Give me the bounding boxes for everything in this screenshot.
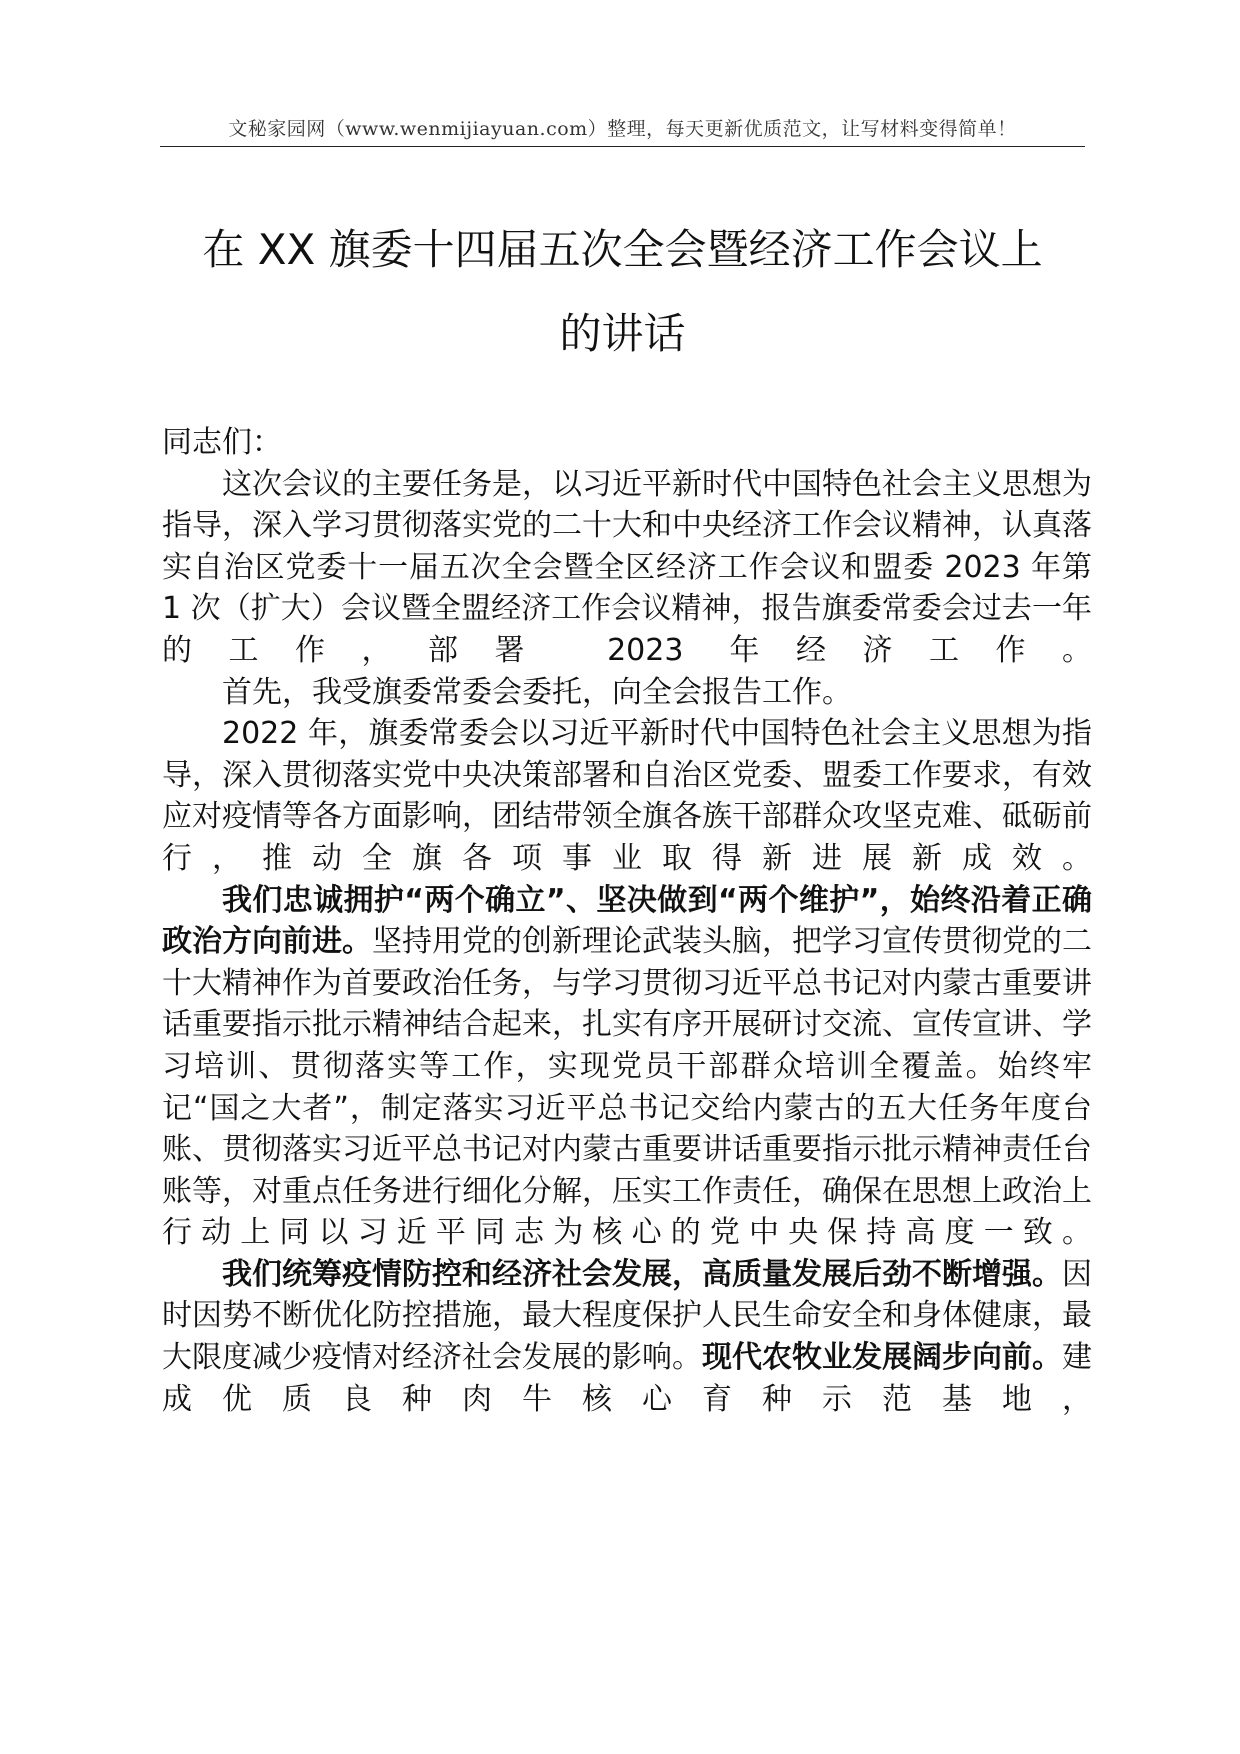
paragraph	[162, 1254, 1092, 1420]
paragraph-text: 首先，我受旗委常委会委托，向全会报告工作。	[222, 674, 852, 710]
paragraph-text: 这次会议的主要任务是，以习近平新时代中国特色社会主义思想为指导，深入学习贯彻落实党的二十大和中央经济工作会议精神，认真落实自治区党委十一届五次全会暨全区经济工作会议和盟委 2023 年第 1 次（扩大）会议暨全盟经济工作会议精神，报告旗委常委会过去一年的工作，部署 2023 年经济工作。	[162, 466, 1092, 668]
page-header: 文秘家园网（www.wenmijiayuan.com）整理，每天更新优质范文，让写材料变得简单！	[228, 118, 1017, 140]
paragraph-text: 因时因势不断优化防控措施，最大程度保护人民生命安全和身体健康，最大限度减少疫情对经济社会发展的影响。	[162, 1256, 1092, 1376]
paragraph	[162, 672, 1092, 714]
paragraph-text: 建成优质良种肉牛核心育种示范基地，	[162, 1340, 1092, 1417]
section-heading: 我们统筹疫情防控和经济社会发展，高质量发展后劲不断增强。	[222, 1256, 1062, 1292]
salutation: 同志们：	[162, 425, 282, 460]
paragraph	[162, 464, 1092, 672]
title-line-2: 的讲话	[559, 309, 686, 358]
paragraph	[162, 880, 1092, 1254]
paragraph-text: 2022 年，旗委常委会以习近平新时代中国特色社会主义思想为指导，深入贯彻落实党中央决策部署和自治区党委、盟委工作要求，有效应对疫情等各方面影响，团结带领全旗各族干部群众攻坚克难、砥砺前行，推动全旗各项事业取得新进展新成效。	[162, 716, 1092, 876]
document-body	[162, 422, 1092, 1420]
document-title	[160, 208, 1085, 376]
header-divider	[160, 146, 1085, 147]
section-heading: 现代农牧业发展阔步向前。	[702, 1340, 1062, 1376]
paragraph	[162, 713, 1092, 879]
paragraph-text: 坚持用党的创新理论武装头脑，把学习宣传贯彻党的二十大精神作为首要政治任务，与学习贯彻习近平总书记对内蒙古重要讲话重要指示批示精神结合起来，扎实有序开展研讨交流、宣传宣讲、学习培训、贯彻落实等工作，实现党员干部群众培训全覆盖。始终牢记“国之大者”，制定落实习近平总书记交给内蒙古的五大任务年度台账、贯彻落实习近平总书记对内蒙古重要讲话重要指示批示精神责任台账等，对重点任务进行细化分解，压实工作责任，确保在思想上政治上行动上同以习近平同志为核心的党中央保持高度一致。	[162, 924, 1092, 1251]
title-line-1: 在 XX 旗委十四届五次全会暨经济工作会议上	[202, 225, 1043, 274]
section-heading: 我们忠诚拥护“两个确立”、坚决做到“两个维护”，始终沿着正确政治方向前进。	[162, 882, 1092, 960]
